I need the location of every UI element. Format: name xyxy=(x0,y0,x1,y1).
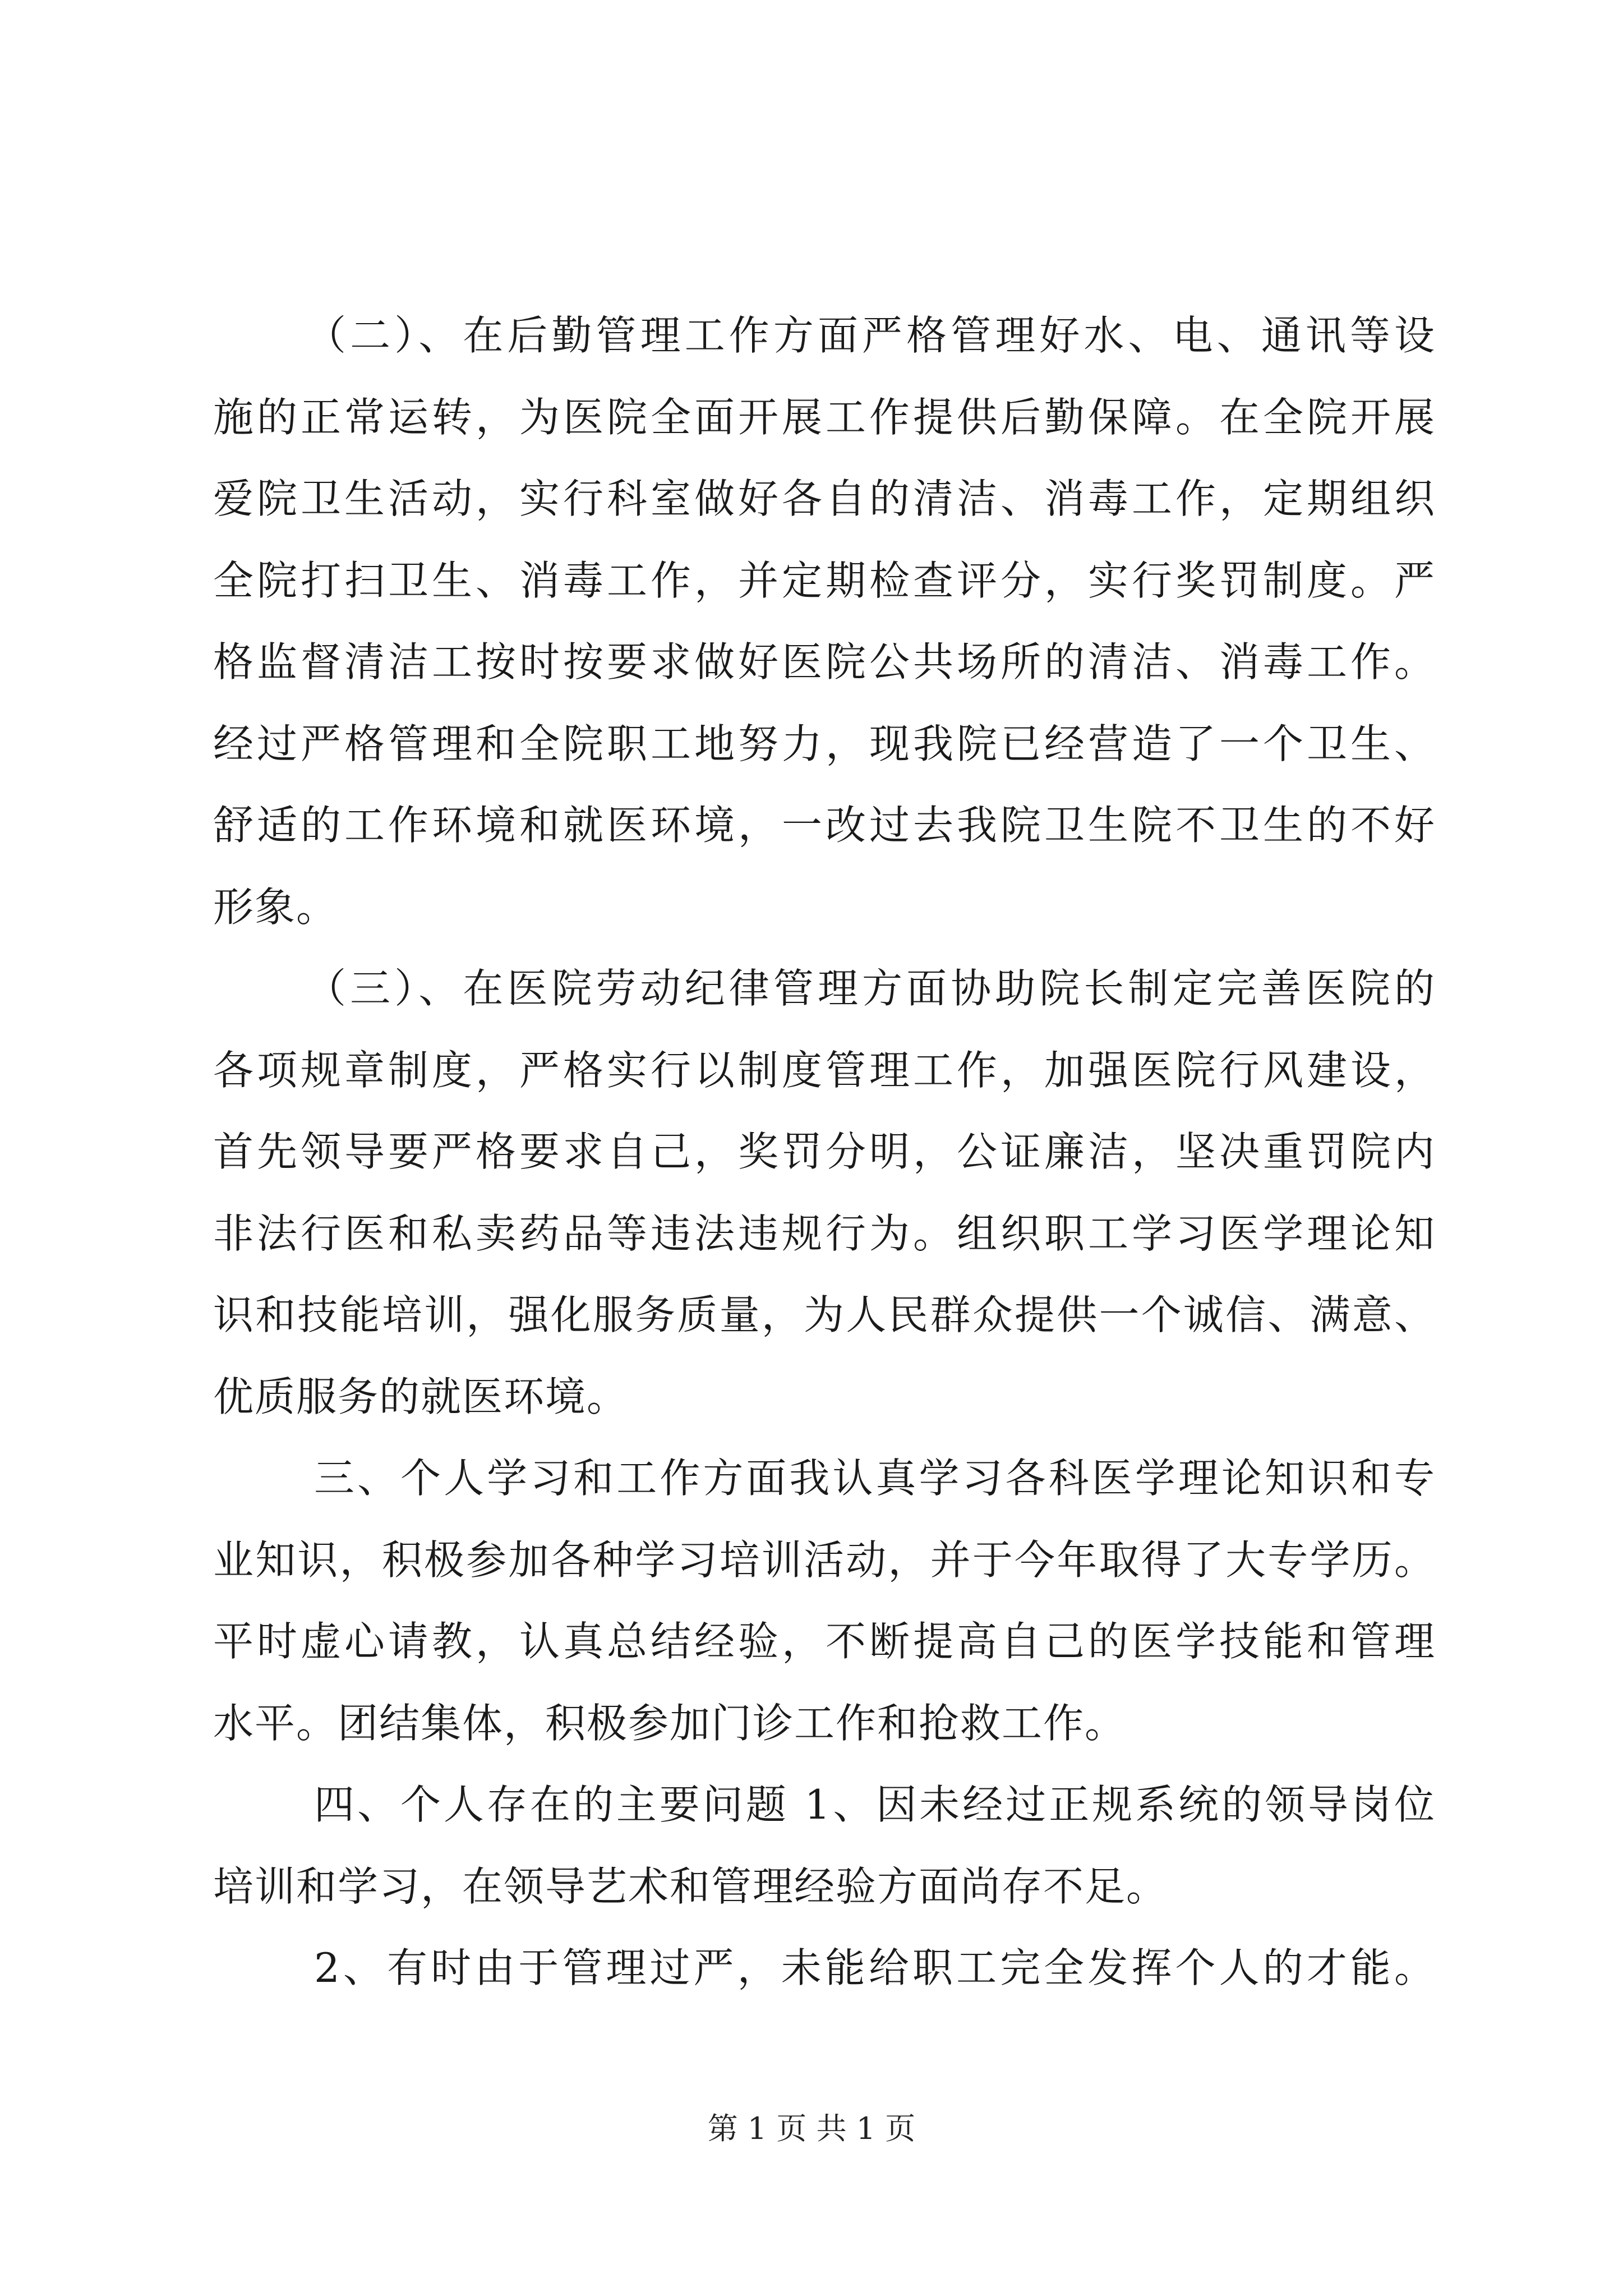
paragraph-1-line-4: 全院打扫卫生、消毒工作，并定期检查评分，实行奖罚制度。严 xyxy=(213,557,1436,604)
paragraph-1-line-5: 格监督清洁工按时按要求做好医院公共场所的清洁、消毒工作。 xyxy=(213,638,1436,685)
paragraph-2-line-6: 优质服务的就医环境。 xyxy=(213,1373,629,1420)
paragraph-1-line-8: 形象。 xyxy=(213,884,338,931)
paragraph-2-line-4: 非法行医和私卖药品等违法违规行为。组织职工学习医学理论知 xyxy=(213,1210,1436,1257)
paragraph-1-line-6: 经过严格管理和全院职工地努力，现我院已经营造了一个卫生、 xyxy=(213,720,1436,767)
paragraph-3-line-2: 业知识，积极参加各种学习培训活动，并于今年取得了大专学历。 xyxy=(213,1536,1436,1584)
paragraph-4-line-1: 四、个人存在的主要问题 1、因未经过正规系统的领导岗位 xyxy=(314,1781,1436,1828)
page-number-footer: 第 1 页 共 1 页 xyxy=(707,2111,916,2146)
paragraph-2-line-2: 各项规章制度，严格实行以制度管理工作，加强医院行风建设， xyxy=(213,1047,1436,1094)
paragraph-1-line-3: 爱院卫生活动，实行科室做好各自的清洁、消毒工作，定期组织 xyxy=(213,475,1436,522)
paragraph-1-line-1: （二）、在后勤管理工作方面严格管理好水、电、通讯等设 xyxy=(306,312,1436,359)
paragraph-3-line-1: 三、个人学习和工作方面我认真学习各科医学理论知识和专 xyxy=(314,1455,1436,1502)
paragraph-2-line-1: （三）、在医院劳动纪律管理方面协助院长制定完善医院的 xyxy=(306,965,1436,1012)
paragraph-1-line-2: 施的正常运转，为医院全面开展工作提供后勤保障。在全院开展 xyxy=(213,394,1436,441)
paragraph-3-line-3: 平时虚心请教，认真总结经验，不断提高自己的医学技能和管理 xyxy=(213,1618,1436,1665)
paragraph-2-line-3: 首先领导要严格要求自己，奖罚分明，公证廉洁，坚决重罚院内 xyxy=(213,1128,1436,1175)
paragraph-2-line-5: 识和技能培训，强化服务质量，为人民群众提供一个诚信、满意、 xyxy=(213,1291,1436,1338)
paragraph-1-line-7: 舒适的工作环境和就医环境，一改过去我院卫生院不卫生的不好 xyxy=(213,802,1436,849)
paragraph-5-line-1: 2、有时由于管理过严，未能给职工完全发挥个人的才能。 xyxy=(314,1944,1436,1991)
paragraph-3-line-4: 水平。团结集体，积极参加门诊工作和抢救工作。 xyxy=(213,1700,1127,1747)
paragraph-4-line-2: 培训和学习，在领导艺术和管理经验方面尚存不足。 xyxy=(213,1863,1168,1910)
